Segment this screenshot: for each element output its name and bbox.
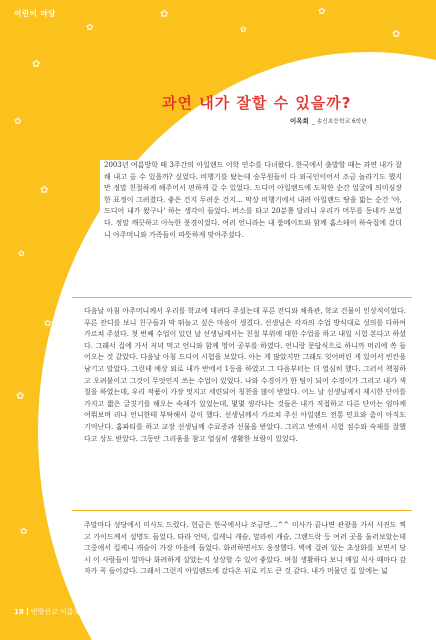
paragraph-divider xyxy=(72,297,412,298)
author-byline xyxy=(290,116,367,125)
flower-icon: ✿ xyxy=(18,249,25,258)
flower-icon: ✿ xyxy=(44,319,52,329)
magazine-name: 변방선교 xyxy=(30,608,58,616)
flower-icon: ✿ xyxy=(20,527,28,537)
page-number: 18 xyxy=(14,608,24,616)
flower-icon: ✿ xyxy=(86,23,94,33)
flower-icon: ✿ xyxy=(392,29,401,40)
article-paragraph: 주말마다 성당에서 미사도 드렸다. 헌금은 한국에서나 조금만…^^ 미사가 끝나면 관광을 가서 사진도 찍고 가이드께서 설명도 들었다. 타라 언덕, 킬케니 캐슬, 말라히 캐슬, 그랜드락 등 여러 곳을 둘러보았는데 그중에서 킬케니 캐슬이 가장 마음에 들었다. 화려하면서도 웅장했다. 벽에 걸려 있는 초상화를 보면서 당시 이 사람들이 얼마나 화려하게 살았는지 상상할 수 있어 좋았다. 며칠 생활하다 보니 매일 식사 때마다 감자가 꼭 들어갔다. 그래서 그런지 아일랜드에 갔다온 뒤로 키도 큰 것 같다. 내가 머물던 집 앞에는 넓 xyxy=(84,521,406,576)
section-label: 어린이 마당 xyxy=(14,9,56,18)
flower-icon: ✿ xyxy=(14,117,22,127)
flower-icon: ✿ xyxy=(240,25,247,34)
article-paragraph: 다음날 아침 아주머니께서 우리를 학교에 데려다 주셨는데 푸른 잔디와 체육관, 학교 건물이 인상적이었다. 푸른 잔디를 보니 친구들과 막 뛰놀고 싶은 마음이 생겼다. 선생님은 각자의 수업 방식대로 성의를 다하여 가르쳐 주셨다. 첫 번째 수업이 있던 날 선생님께서는 친절 부위에 대한 수업을 하고 내일 시험 본다고 하셨다. 그래서 집에 가서 저녁 먹고 언니와 함께 영어 공부를 하였다. 언니랑 문답식으로 하니까 머리에 쏙 들어오는 것 같았다. 다음날 아침 드디어 시험을 보았다. 아는 게 많았지만 그래도 잊어버린 게 있어서 빈칸을 남기고 말았다. 그런데 예상 외로 내가 반에서 1등을 하였고 그 다음부터는 더 열심히 했다. 그러서 책침하고 오려붙이고 그것이 무엇인지 쓰는 수업이 있었다. 나와 수경이가 한 팀이 되어 수경이가 그리고 내가 색칠을 하였는데, 우리 작품이 가장 멋지고 세련되어 칭찬을 많이 받았다. 어느 날 선생님께서 제시한 단어를 가지고 짧은 글짓기를 해오는 숙제가 있었는데, 몇몇 생각나는 것들은 내가 직접하고 다른 단어는 엄마께 여쭤보며 리나 언니한테 부탁해서 같이 했다. 선생님께서 가르쳐 주신 아일랜드 전통 민요와 춤이 아직도 기억난다. 홈파티를 하고 교장 선생님께 수료증과 선물을 받았다. 그리고 반에서 시험 점수와 숙제를 잘했다고 상도 받았다. 그동안 그리움을 참고 열심히 생활한 보람이 있었다. xyxy=(84,307,406,443)
paragraph-divider xyxy=(72,510,412,511)
article-title: 과연 내가 잘할 수 있을까? xyxy=(162,94,352,112)
author-name: 이옥희 xyxy=(290,117,309,125)
flower-icon: ✿ xyxy=(318,7,326,17)
flower-icon: ✿ xyxy=(32,59,41,70)
flower-icon: ✿ xyxy=(46,457,53,466)
flower-icon: ✿ xyxy=(16,391,25,402)
flower-icon: ✿ xyxy=(40,185,49,196)
footer-divider xyxy=(27,608,28,615)
flower-icon: ✿ xyxy=(160,9,169,20)
author-school: _ 송신초등학교 6학년 xyxy=(311,119,367,125)
article-paragraph: 2003년 여름방학 때 3주간의 아일랜드 어학 연수를 다녀왔다. 한국에서 출발할 때는 과연 내가 잘해 내고 올 수 있을까? 싶었다. 비행기를 탔는데 승무원들이 다 외국인이어서 조금 놀라기도 했지만 정말 친절하게 해주어서 편하게 갈 수 있었다. 드디어 아일랜드에 도착한 순간 얼굴에 의미심장한 표정이 그려졌다. 좋은 건지 두려운 건지… 막상 비행기에서 내려 아일랜드 땅을 밟는 순간 '아, 드디어 내가 왔구나' 하는 생각이 들었다. 버스를 타고 20분쯤 달리니 우리가 머무를 동네가 보였다. 정말 깨끗하고 아늑한 풍경이었다. 여러 언니라는 내 룸메이트와 함께 홈스테이 하숙집에 갔더니 아주머니와 가족들이 따뜻하게 맞아주셨다. xyxy=(104,161,402,239)
magazine-issue: 어름호 xyxy=(60,608,81,616)
page-footer xyxy=(14,607,80,617)
